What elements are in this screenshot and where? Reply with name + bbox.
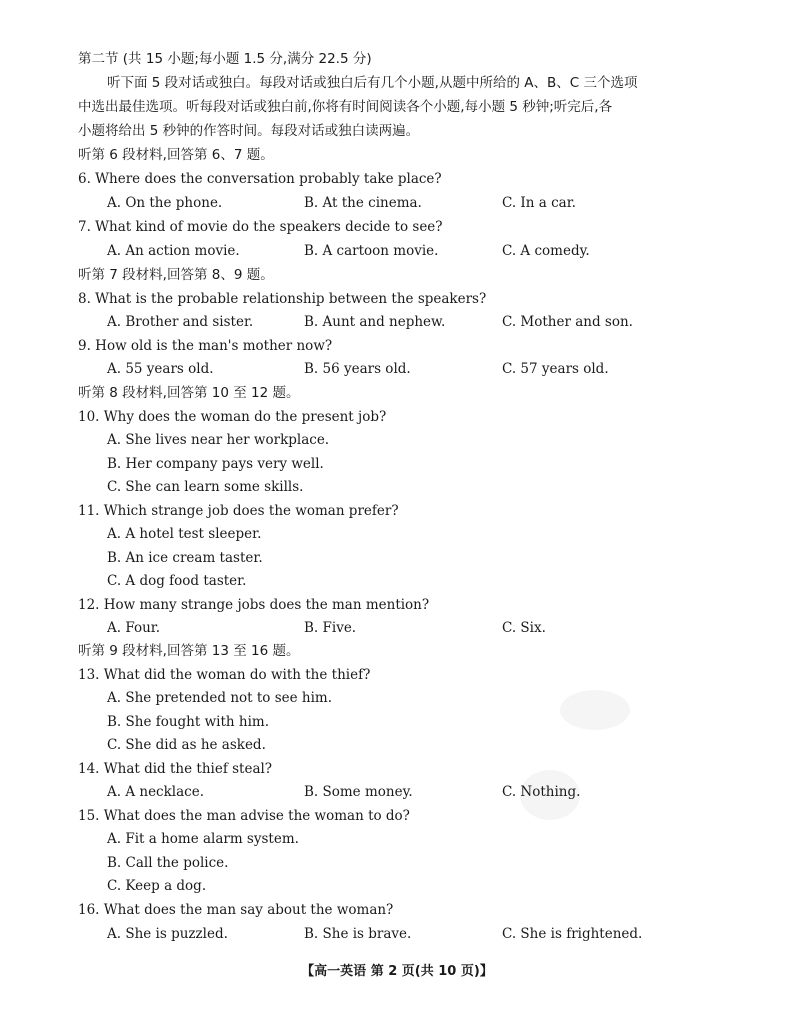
- option-b: B. Some money.: [304, 784, 413, 800]
- option-c: C. Mother and son.: [502, 314, 633, 330]
- option-a: A. She is puzzled.: [107, 926, 228, 942]
- question-stem: 11. Which strange job does the woman prefer?: [78, 503, 399, 519]
- option-b: B. She is brave.: [304, 926, 412, 942]
- option-b: B. Call the police.: [107, 855, 229, 871]
- group-label: 听第 7 段材料,回答第 8、9 题。: [78, 267, 274, 283]
- option-b: B. 56 years old.: [304, 361, 411, 377]
- option-b: B. She fought with him.: [107, 714, 269, 730]
- instruction-line: 听下面 5 段对话或独白。每段对话或独白后有几个小题,从题中所给的 A、B、C 三个选项: [107, 75, 638, 91]
- option-b: B. Five.: [304, 620, 357, 636]
- option-a: A. A hotel test sleeper.: [107, 526, 262, 542]
- option-c: C. A dog food taster.: [107, 573, 247, 589]
- question-stem: 6. Where does the conversation probably take place?: [78, 171, 442, 187]
- question-stem: 16. What does the man say about the woman?: [78, 902, 394, 918]
- option-b: B. A cartoon movie.: [304, 243, 439, 259]
- option-b: B. Her company pays very well.: [107, 456, 324, 472]
- option-a: A. An action movie.: [107, 243, 240, 259]
- question-stem: 10. Why does the woman do the present job?: [78, 409, 387, 425]
- option-a: A. Four.: [107, 620, 161, 636]
- option-a: A. Fit a home alarm system.: [107, 831, 299, 847]
- question-stem: 12. How many strange jobs does the man mention?: [78, 597, 430, 613]
- option-a: A. A necklace.: [107, 784, 205, 800]
- instruction-line: 中选出最佳选项。听每段对话或独白前,你将有时间阅读各个小题,每小题 5 秒钟;听完后,各: [78, 99, 613, 115]
- question-stem: 7. What kind of movie do the speakers decide to see?: [78, 219, 443, 235]
- option-c: C. She can learn some skills.: [107, 479, 304, 495]
- question-stem: 14. What did the thief steal?: [78, 761, 273, 777]
- option-c: C. A comedy.: [502, 243, 590, 259]
- instruction-line: 小题将给出 5 秒钟的作答时间。每段对话或独白读两遍。: [78, 123, 420, 139]
- option-b: B. Aunt and nephew.: [304, 314, 446, 330]
- option-c: C. Keep a dog.: [107, 878, 207, 894]
- question-stem: 13. What did the woman do with the thief?: [78, 667, 371, 683]
- section-heading: 第二节 (共 15 小题;每小题 1.5 分,满分 22.5 分): [78, 51, 372, 67]
- question-stem: 9. How old is the man's mother now?: [78, 338, 333, 354]
- scan-smudge: [560, 690, 630, 730]
- option-c: C. Nothing.: [502, 784, 581, 800]
- option-a: A. She lives near her workplace.: [107, 432, 330, 448]
- option-b: B. At the cinema.: [304, 195, 422, 211]
- group-label: 听第 8 段材料,回答第 10 至 12 题。: [78, 385, 300, 401]
- option-c: C. She did as he asked.: [107, 737, 266, 753]
- question-stem: 15. What does the man advise the woman to do?: [78, 808, 410, 824]
- group-label: 听第 6 段材料,回答第 6、7 题。: [78, 147, 274, 163]
- option-c: C. In a car.: [502, 195, 576, 211]
- option-a: A. She pretended not to see him.: [107, 690, 332, 706]
- option-c: C. 57 years old.: [502, 361, 609, 377]
- option-a: A. Brother and sister.: [107, 314, 254, 330]
- option-a: A. 55 years old.: [107, 361, 214, 377]
- question-stem: 8. What is the probable relationship between the speakers?: [78, 291, 487, 307]
- group-label: 听第 9 段材料,回答第 13 至 16 题。: [78, 643, 300, 659]
- option-b: B. An ice cream taster.: [107, 550, 263, 566]
- page-footer: 【高一英语 第 2 页(共 10 页)】: [301, 964, 493, 979]
- option-a: A. On the phone.: [107, 195, 223, 211]
- option-c: C. She is frightened.: [502, 926, 643, 942]
- option-c: C. Six.: [502, 620, 546, 636]
